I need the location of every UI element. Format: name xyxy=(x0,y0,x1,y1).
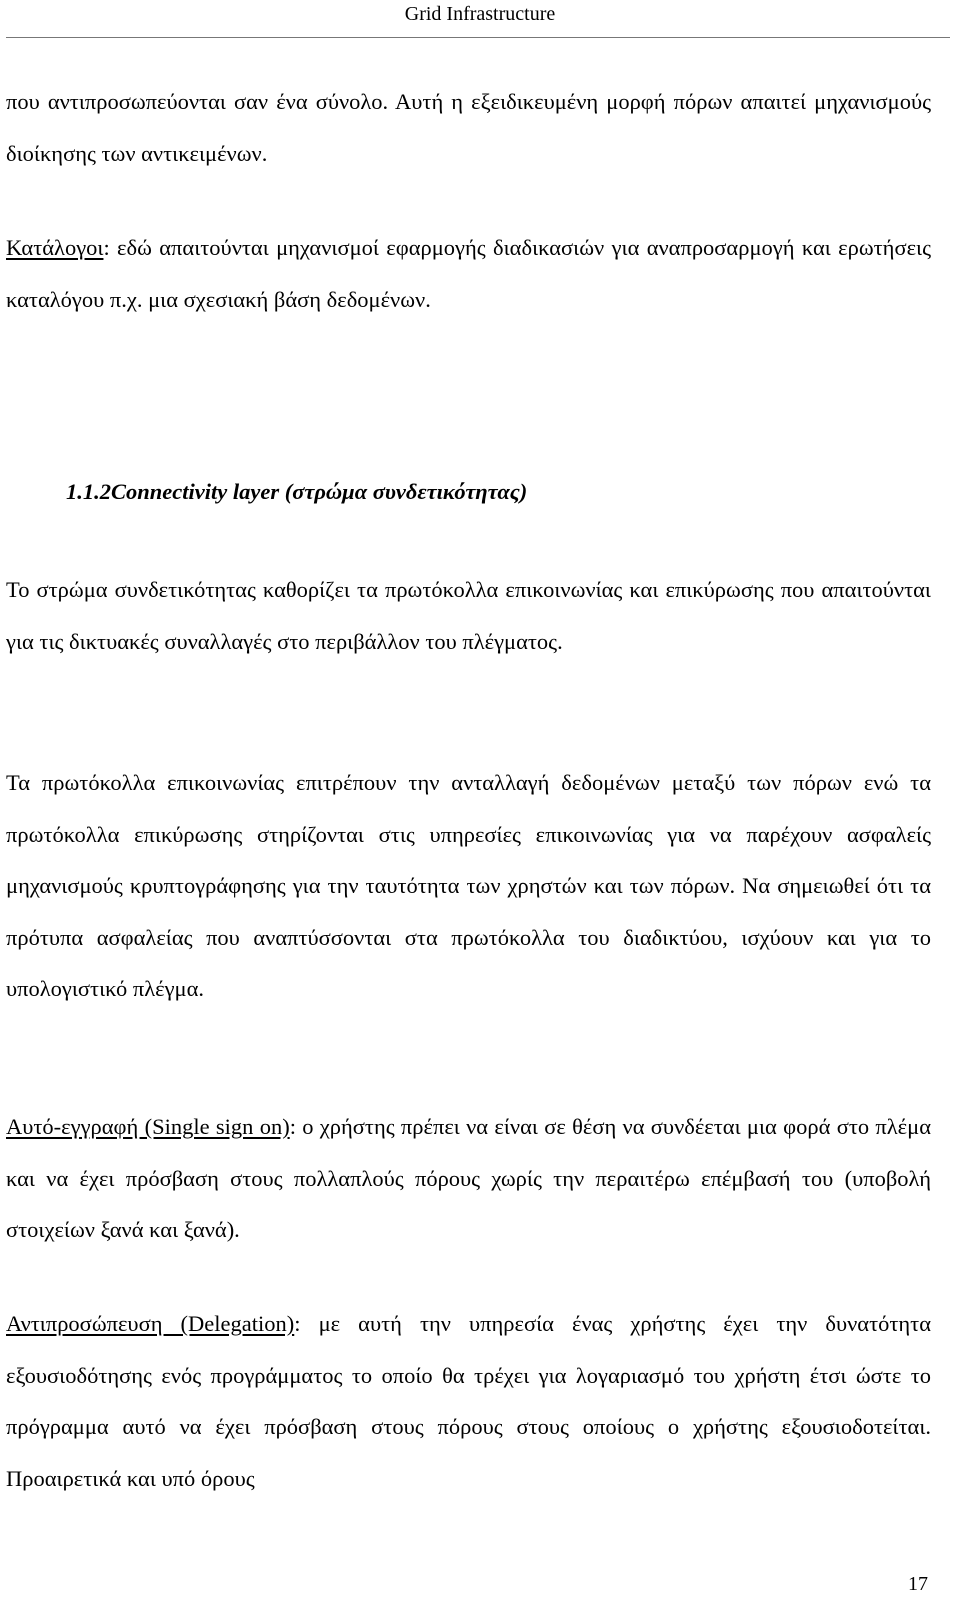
section-heading xyxy=(66,472,527,512)
header-rule xyxy=(6,37,950,38)
paragraph-single-sign-on-text: : ο χρήστης πρέπει να είναι σε θέση να συνδέεται μια φορά στο πλέμα και να έχει πρόσβαση στους πολλαπλούς πόρους χωρίς την περαιτέρω επέμβασή του (υποβολή στοιχείων ξανά και ξανά). xyxy=(6,1114,931,1242)
running-header: Grid Infrastructure xyxy=(404,3,556,25)
paragraph-delegation xyxy=(6,1298,931,1504)
paragraph-delegation-text: : με αυτή την υπηρεσία ένας χρήστης έχει την δυνατότητα εξουσιοδότησης ενός προγράμματος το οποίο θα τρέχει για λογαριασμό του χρήστη έτσι ώστε το πρόγραμμα αυτό να έχει πρόσβαση στους πόρους στους οποίους ο χρήστης εξουσιοδοτείται. Προαιρετικά και υπό όρους xyxy=(6,1311,932,1491)
paragraph-resource-collections: που αντιπροσωπεύονται σαν ένα σύνολο. Αυτή η εξειδικευμένη μορφή πόρων απαιτεί μηχανισμούς διοίκησης των αντικειμένων. xyxy=(6,89,931,166)
paragraph-catalogs xyxy=(6,222,931,325)
term-catalogs: Κατάλογοι xyxy=(6,235,104,260)
term-delegation: Αντιπροσώπευση (Delegation) xyxy=(6,1311,295,1336)
term-single-sign-on: Αυτό-εγγραφή (Single sign on) xyxy=(6,1114,290,1139)
page-number: 17 xyxy=(908,1573,928,1595)
paragraph-single-sign-on xyxy=(6,1101,931,1256)
paragraph-catalogs-text: : εδώ απαιτούνται μηχανισμοί εφαρμογής διαδικασιών για αναπροσαρμογή και ερωτήσεις καταλόγου π.χ. μια σχεσιακή βάση δεδομένων. xyxy=(6,235,931,312)
paragraph-connectivity-intro: Το στρώμα συνδετικότητας καθορίζει τα πρωτόκολλα επικοινωνίας και επικύρωσης που απαιτούνται για τις δικτυακές συναλλαγές στο περιβάλλον του πλέγματος. xyxy=(6,577,931,654)
section-title: Connectivity layer (στρώμα συνδετικότητας) xyxy=(111,479,528,504)
paragraph-protocols: Τα πρωτόκολλα επικοινωνίας επιτρέπουν την ανταλλαγή δεδομένων μεταξύ των πόρων ενώ τα πρωτόκολλα επικύρωσης στηρίζονται στις υπηρεσίες επικοινωνίας για να παρέχουν ασφαλείς μηχανισμούς κρυπτογράφησης για την ταυτότητα των χρηστών και των πόρων. Να σημειωθεί ότι τα πρότυπα ασφαλείας που αναπτύσσονται στα πρωτόκολλα του διαδικτύου, ισχύουν και για το υπολογιστικό πλέγμα. xyxy=(6,770,931,1001)
section-number: 1.1.2 xyxy=(66,479,111,504)
